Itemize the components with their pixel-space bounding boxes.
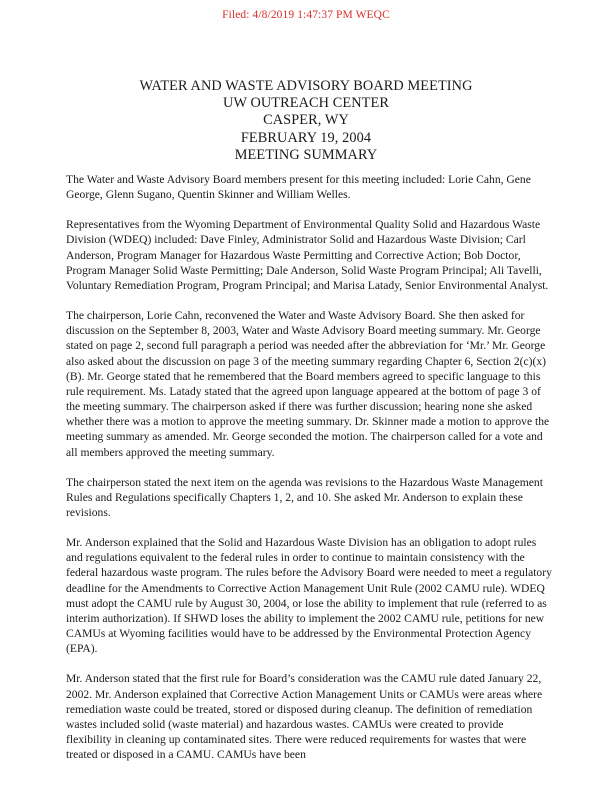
- paragraph-camu-rule: Mr. Anderson stated that the first rule for Board’s consideration was the CAMU rule dated January 22, 2002. Mr. Anderson explained that Corrective Action Management Units or CAMUs were areas where remediation waste could be treated, stored or disposed during cleanup. The definition of remediation wastes included solid (waste material) and hazardous wastes. CAMUs were created to provide flexibility in cleaning up contaminated sites. There were reduced requirements for wastes that were treated or disposed in a CAMU. CAMUs have been: [66, 672, 543, 762]
- title-document-type: MEETING SUMMARY: [234, 146, 378, 163]
- paragraph-members-present: The Water and Waste Advisory Board members present for this meeting included: Lorie Cahn, Gene George, Glenn Sugano, Quentin Skinner and William Welles.: [66, 173, 531, 202]
- title-venue: UW OUTREACH CENTER: [223, 95, 389, 112]
- title-date: FEBRUARY 19, 2004: [240, 129, 372, 146]
- document-body: [66, 172, 552, 777]
- title-location: CASPER, WY: [263, 112, 349, 129]
- paragraph-summary-approval: The chairperson, Lorie Cahn, reconvened the Water and Waste Advisory Board. She then asked for discussion on the September 8, 2003, Water and Waste Advisory Board meeting summary. Mr. George stated on page 2, second full paragraph a period was needed after the abbreviation for ‘Mr.’ Mr. George also asked about the discussion on page 3 of the meeting summary regarding Chapter 6, Section 2(c)(x)(B). Mr. George stated that he remembered that the Board members agreed to specific language to this rule requirement. Ms. Latady stated that the agreed upon language appeared at the bottom of page 3 of the meeting summary. The chairperson asked if there was further discussion; hearing none she asked whether there was a motion to approve the meeting summary. Dr. Skinner made a motion to approve the meeting summary as amended. Mr. George seconded the motion. The chairperson called for a vote and all members approved the meeting summary.: [66, 309, 550, 459]
- title-meeting-name: WATER AND WASTE ADVISORY BOARD MEETING: [139, 78, 473, 94]
- paragraph-wdeq-representatives: Representatives from the Wyoming Department of Environmental Quality Solid and Hazardous Waste Division (WDEQ) included: Dave Finley, Administrator Solid and Hazardous Waste Division; Carl Anderson, Program Manager for Hazardous Waste Permitting and Corrective Action; Bob Doctor, Program Manager Solid Waste Permitting; Dale Anderson, Solid Waste Program Principal; Ali Tavelli, Voluntary Remediation Program, Program Principal; and Marisa Latady, Senior Environmental Analyst.: [66, 218, 549, 292]
- paragraph-agenda-item: The chairperson stated the next item on the agenda was revisions to the Hazardous Waste Management Rules and Regulations specifically Chapters 1, 2, and 10. She asked Mr. Anderson to explain these revisions.: [66, 475, 543, 519]
- document-title-block: [0, 78, 612, 164]
- filed-stamp: Filed: 4/8/2019 1:47:37 PM WEQC: [222, 9, 390, 21]
- paragraph-rule-obligation: Mr. Anderson explained that the Solid and Hazardous Waste Division has an obligation to adopt rules and regulations equivalent to the federal rules in order to continue to maintain consistency with the federal hazardous waste program. The rules before the Advisory Board were needed to meet a regulatory deadline for the Amendments to Corrective Action Management Unit Rule (2002 CAMU rule). WDEQ must adopt the CAMU rule by August 30, 2004, or lose the ability to implement that rule (referred to as interim authorization). If SHWD loses the ability to implement the 2002 CAMU rule, petitions for new CAMUs at Wyoming facilities would have to be addressed by the Environmental Protection Agency (EPA).: [66, 536, 552, 656]
